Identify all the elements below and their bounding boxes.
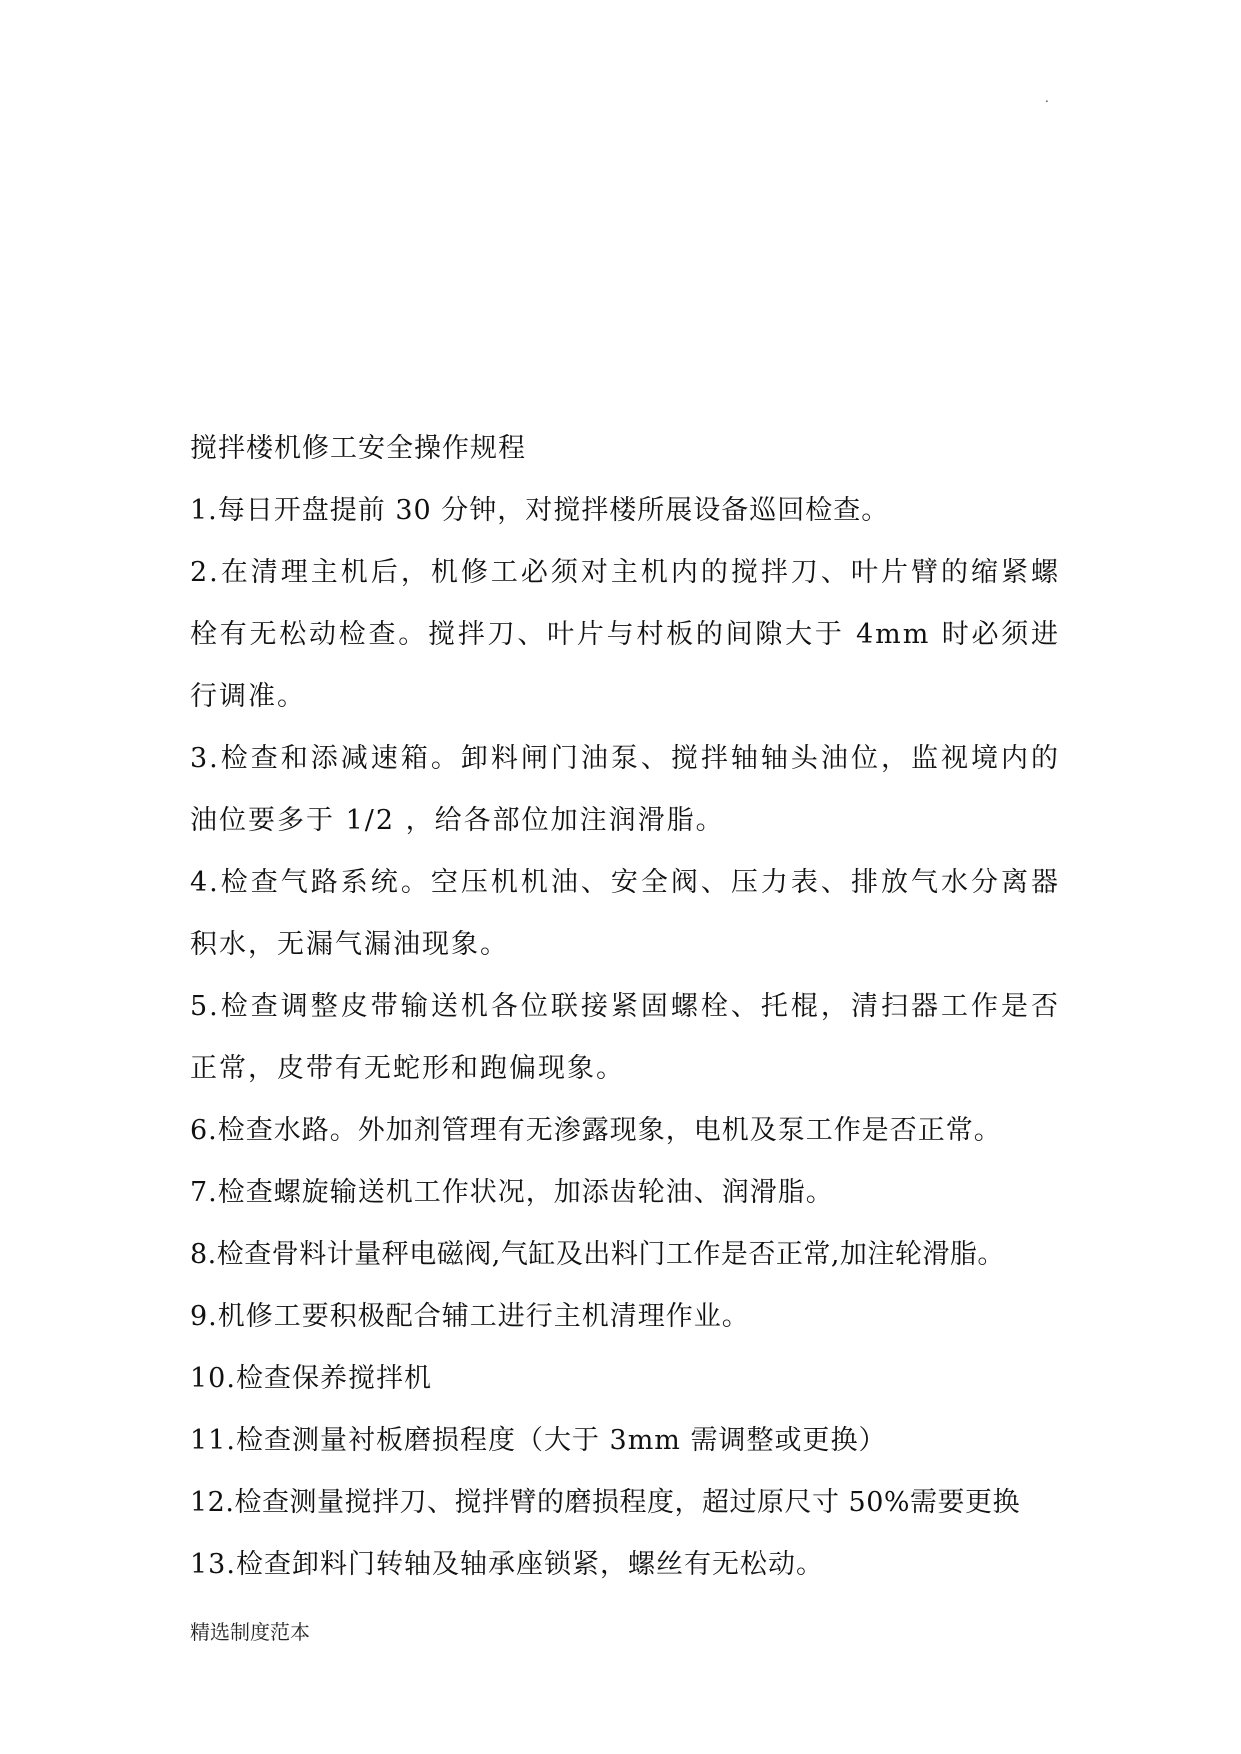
document-body xyxy=(190,418,1060,1596)
procedure-item-7: 7.检查螺旋输送机工作状况，加添齿轮油、润滑脂。 xyxy=(190,1177,834,1208)
procedure-item-13: 13.检查卸料门转轴及轴承座锁紧，螺丝有无松动。 xyxy=(190,1549,824,1580)
procedure-item-8: 8.检查骨料计量秤电磁阀,气缸及出料门工作是否正常,加注轮滑脂。 xyxy=(190,1239,1005,1270)
procedure-item-1: 1.每日开盘提前 30 分钟，对搅拌楼所展设备巡回检查。 xyxy=(190,495,890,526)
procedure-item-10: 10.检查保养搅拌机 xyxy=(190,1363,432,1394)
procedure-item-5: 5.检查调整皮带输送机各位联接紧固螺栓、托棍，清扫器工作是否正常，皮带有无蛇形和跑偏现象。 xyxy=(190,991,1060,1084)
document-title: 搅拌楼机修工安全操作规程 xyxy=(190,433,526,464)
procedure-list xyxy=(190,480,1060,1596)
procedure-item-11: 11.检查测量衬板磨损程度（大于 3mm 需调整或更换） xyxy=(190,1425,887,1456)
procedure-item-6: 6.检查水路。外加剂管理有无渗露现象，电机及泵工作是否正常。 xyxy=(190,1115,1002,1146)
procedure-item-2: 2.在清理主机后，机修工必须对主机内的搅拌刀、叶片臂的缩紧螺栓有无松动检查。搅拌刀、叶片与村板的间隙大于 4mm 时必须进行调准。 xyxy=(190,557,1060,712)
footer-text: 精选制度范本 xyxy=(190,1620,310,1644)
header-mark: . xyxy=(1045,91,1049,105)
procedure-item-12: 12.检查测量搅拌刀、搅拌臂的磨损程度，超过原尺寸 50%需要更换 xyxy=(190,1487,1021,1518)
procedure-item-4: 4.检查气路系统。空压机机油、安全阀、压力表、排放气水分离器积水，无漏气漏油现象。 xyxy=(190,867,1060,960)
procedure-item-3: 3.检查和添减速箱。卸料闸门油泵、搅拌轴轴头油位，监视境内的油位要多于 1/2 ，给各部位加注润滑脂。 xyxy=(190,743,1060,836)
procedure-item-9: 9.机修工要积极配合辅工进行主机清理作业。 xyxy=(190,1301,750,1332)
